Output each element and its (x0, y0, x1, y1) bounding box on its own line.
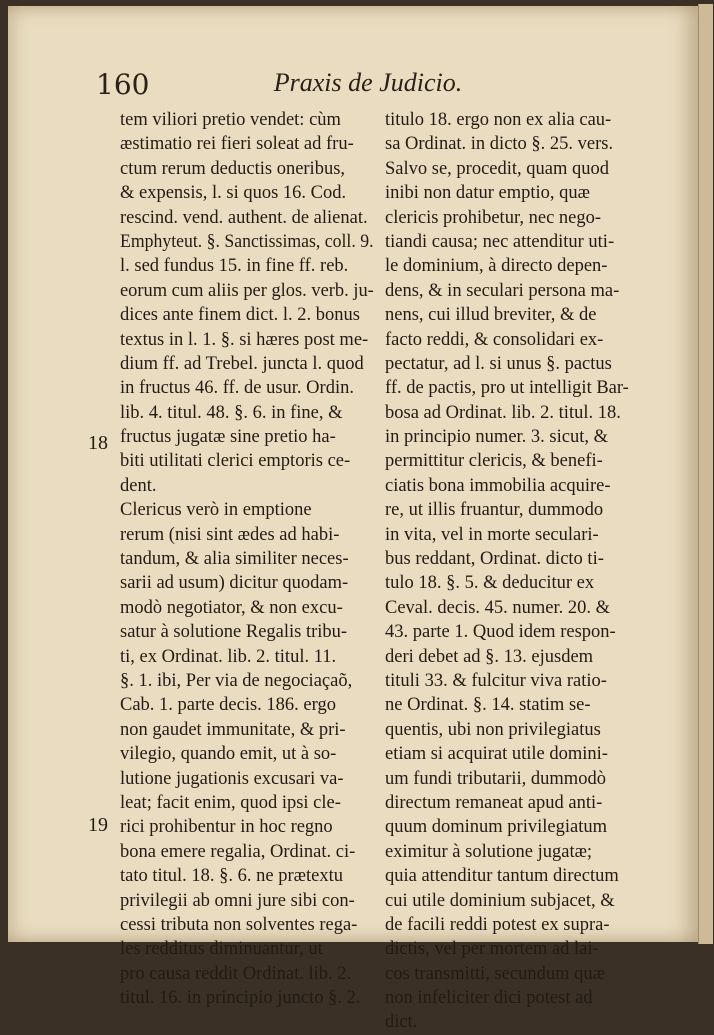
text-line: non infeliciter dici potest ad (385, 988, 593, 1009)
text-line: rerum (nisi sint ædes ad habi- (120, 524, 340, 545)
text-line: 43. parte 1. Quod idem respon- (385, 622, 616, 643)
right-text-column (385, 108, 647, 1035)
text-line: inibi non datur emptio, quæ (385, 183, 591, 204)
text-line: privilegii ab omni jure sibi con- (120, 890, 355, 911)
text-line: in vita, vel in morte seculari- (385, 524, 599, 545)
text-line: §. 1. ibi, Per via de negociaçaõ, (120, 670, 353, 691)
text-line: etiam si acquirat utile domini- (385, 744, 608, 765)
text-line: titul. 16. in principio juncto §. 2. (120, 988, 361, 1009)
text-line: tulo 18. §. 5. & deducitur ex (385, 573, 595, 594)
text-line: dict. (385, 1012, 418, 1033)
text-line: les redditus diminuantur, ut (120, 939, 323, 960)
text-line: leat; facit enim, quod ipsi cle- (120, 792, 341, 813)
text-line: dictis, vel per mortem ad lai- (385, 939, 599, 960)
text-line: tandum, & alia similiter neces- (120, 549, 349, 570)
text-line: sarii ad usum) dicitur quodam- (120, 573, 349, 594)
text-line: ctum rerum deductis oneribus, (120, 158, 346, 179)
text-line: dens, & in seculari persona ma- (385, 280, 620, 301)
margin-number: 18 (88, 432, 108, 454)
text-line: Emphyteut. §. Sanctissimas, coll. 9. (120, 231, 374, 252)
text-line: dices ante finem dict. l. 2. bonus (120, 305, 360, 326)
text-line: fructus jugatæ sine pretio ha- (120, 427, 336, 448)
text-line: rici prohibentur in hoc regno (120, 817, 333, 838)
text-line: Ceval. decis. 45. numer. 20. & (385, 597, 611, 618)
text-line: eximitur à solutione jugatæ; (385, 841, 593, 862)
text-line: rescind. vend. authent. de alienat. (120, 207, 368, 228)
margin-number: 19 (88, 814, 108, 836)
text-line: in principio numer. 3. sicut, & (385, 427, 609, 448)
text-line: permittitur clericis, & benefi- (385, 451, 603, 472)
text-line: bus reddant, Ordinat. dicto ti- (385, 549, 604, 570)
text-line: sa Ordinat. in dicto §. 25. vers. (385, 134, 614, 155)
text-line: ciatis bona immobilia acquire- (385, 475, 611, 496)
text-line: facto reddi, & consolidari ex- (385, 329, 604, 350)
text-line: um fundi tributarii, dummodò (385, 768, 606, 789)
page-number: 160 (96, 68, 150, 101)
text-line: ne Ordinat. §. 14. statim se- (385, 695, 591, 716)
text-line: textus in l. 1. §. si hæres post me- (120, 329, 369, 350)
text-line: bona emere regalia, Ordinat. ci- (120, 841, 356, 862)
text-line: le dominium, à directo depen- (385, 256, 608, 277)
left-text-column (120, 108, 374, 1010)
text-line: deri debet ad §. 13. ejusdem (385, 646, 594, 667)
text-line: cessi tributa non solventes rega- (120, 914, 358, 935)
text-line: quum dominum privilegiatum (385, 817, 607, 838)
text-line: dium ff. ad Trebel. juncta l. quod (120, 353, 364, 374)
page-header (88, 68, 648, 102)
text-line: dent. (120, 475, 157, 496)
text-line: satur à solutione Regalis tribu- (120, 622, 348, 643)
text-line: in fructus 46. ff. de usur. Ordin. (120, 378, 354, 399)
text-line: tato titul. 18. §. 6. ne prætextu (120, 866, 344, 887)
text-line: ff. de pactis, pro ut intelligit Bar- (385, 378, 629, 399)
text-line: tiandi causa; nec attenditur uti- (385, 231, 615, 252)
text-line: tituli 33. & fulcitur viva ratio- (385, 670, 607, 691)
text-line: ti, ex Ordinat. lib. 2. titul. 11. (120, 646, 337, 667)
text-line: Clericus verò in emptione (120, 500, 312, 521)
text-line: de facili reddi potest ex supra- (385, 914, 610, 935)
text-line: tem viliori pretio vendet: cùm (120, 110, 341, 130)
text-line: clericis prohibetur, nec nego- (385, 207, 602, 228)
text-line: quentis, ubi non privilegiatus (385, 719, 601, 740)
text-line: æstimatio rei fieri soleat ad fru- (120, 134, 354, 155)
text-line: non gaudet immunitate, & pri- (120, 719, 346, 740)
text-line: lutione jugationis excusari va- (120, 768, 344, 789)
text-line: cos transmitti, secundum quæ (385, 963, 605, 984)
text-line: quia attenditur tantum directum (385, 866, 619, 887)
text-line: modò negotiator, & non excu- (120, 597, 343, 618)
text-line: biti utilitati clerici emptoris ce- (120, 451, 351, 472)
text-line: Cab. 1. parte decis. 186. ergo (120, 695, 336, 716)
text-line: directum remaneat apud anti- (385, 792, 603, 813)
text-line: lib. 4. titul. 48. §. 6. in fine, & (120, 402, 343, 423)
text-line: titulo 18. ergo non ex alia cau- (385, 110, 612, 130)
text-line: nens, cui illud breviter, & de (385, 305, 597, 326)
running-title: Praxis de Judicio. (273, 68, 463, 97)
text-line: eorum cum aliis per glos. verb. ju- (120, 280, 374, 301)
text-line: & expensis, l. si quos 16. Cod. (120, 183, 347, 204)
text-line: bosa ad Ordinat. lib. 2. titul. 18. (385, 402, 621, 423)
text-line: re, ut illis fruantur, dummodo (385, 500, 604, 521)
text-line: pro causa reddit Ordinat. lib. 2. (120, 963, 352, 984)
text-line: cui utile dominium subjacet, & (385, 890, 615, 911)
page-edge (698, 4, 713, 944)
book-page (8, 6, 698, 1033)
text-line: pectatur, ad l. si unus §. pactus (385, 353, 612, 374)
text-line: l. sed fundus 15. in fine ff. reb. (120, 256, 349, 277)
text-line: vilegio, quando emit, ut à so- (120, 744, 337, 765)
text-line: Salvo se, procedit, quam quod (385, 158, 610, 179)
